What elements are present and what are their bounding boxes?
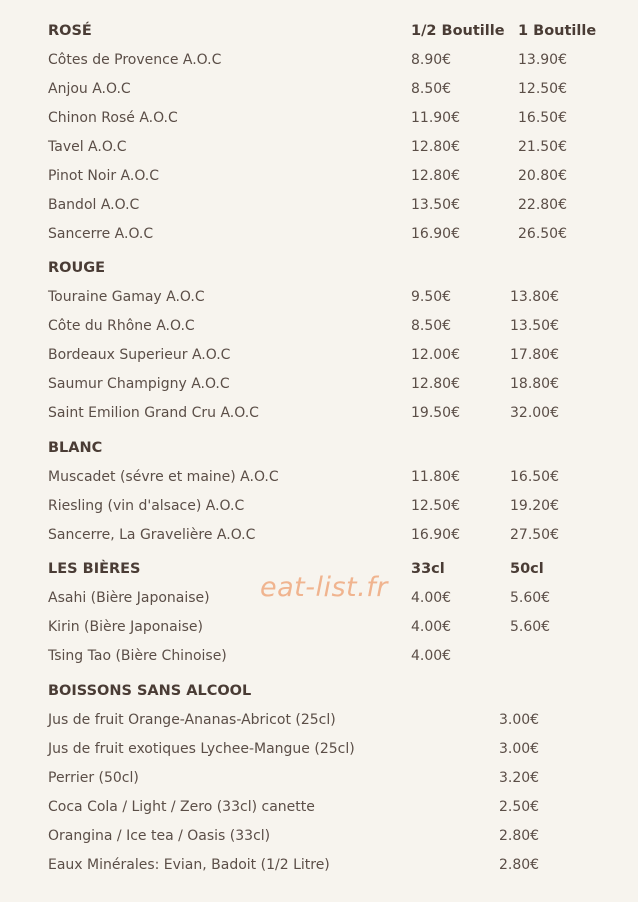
section-heading-sans-alcool [0,677,638,706]
item-price-half: 12.50€ [411,498,460,514]
menu-item [0,521,638,550]
item-price: 3.00€ [499,741,540,757]
item-price-half: 12.80€ [411,168,460,184]
watermark: eat-list.fr [260,572,388,603]
section-title: BLANC [48,440,103,456]
section-title: ROSÉ [48,23,92,39]
section-heading-blanc [0,434,638,463]
item-price-full: 27.50€ [510,527,559,543]
item-price-half: 8.50€ [411,81,452,97]
item-price-full: 16.50€ [518,110,567,126]
menu-item [0,492,638,521]
item-name: Touraine Gamay A.O.C [48,289,205,305]
menu-item [0,851,638,880]
item-price-half: 16.90€ [411,527,460,543]
section-heading-rouge [0,254,638,283]
column-header-bottle: 1 Boutille [518,23,597,39]
item-name: Riesling (vin d'alsace) A.O.C [48,498,245,514]
item-price-half: 9.50€ [411,289,452,305]
section-title: ROUGE [48,260,106,276]
item-price-33cl: 4.00€ [411,619,452,635]
menu-item [0,104,638,133]
item-price-33cl: 4.00€ [411,590,452,606]
item-price: 3.20€ [499,770,540,786]
item-price-half: 11.90€ [411,110,460,126]
item-price: 2.80€ [499,857,540,873]
menu-item [0,75,638,104]
section-title: BOISSONS SANS ALCOOL [48,683,252,699]
item-name: Côte du Rhône A.O.C [48,318,195,334]
item-name: Eaux Minérales: Evian, Badoit (1/2 Litre) [48,857,330,873]
item-name: Jus de fruit exotiques Lychee-Mangue (25cl) [48,741,355,757]
item-price-full: 32.00€ [510,405,559,421]
item-price-50cl: 5.60€ [510,619,551,635]
item-price-full: 19.20€ [510,498,559,514]
item-name: Tsing Tao (Bière Chinoise) [48,648,227,664]
item-price-full: 13.50€ [510,318,559,334]
section-heading-rose [0,17,638,46]
item-price: 3.00€ [499,712,540,728]
item-name: Côtes de Provence A.O.C [48,52,222,68]
menu-item [0,463,638,492]
item-price-half: 11.80€ [411,469,460,485]
menu-item [0,764,638,793]
menu-item [0,793,638,822]
item-price-full: 17.80€ [510,347,559,363]
item-price-full: 13.80€ [510,289,559,305]
item-name: Pinot Noir A.O.C [48,168,159,184]
item-name: Sancerre A.O.C [48,226,154,242]
item-price-half: 8.90€ [411,52,452,68]
menu-item [0,133,638,162]
menu-item [0,613,638,642]
item-price-full: 21.50€ [518,139,567,155]
item-name: Coca Cola / Light / Zero (33cl) canette [48,799,315,815]
item-price-half: 16.90€ [411,226,460,242]
item-name: Sancerre, La Gravelière A.O.C [48,527,256,543]
item-price-full: 18.80€ [510,376,559,392]
item-name: Asahi (Bière Japonaise) [48,590,210,606]
item-price-full: 13.90€ [518,52,567,68]
item-price-half: 12.80€ [411,376,460,392]
menu-item [0,283,638,312]
column-header-50cl: 50cl [510,561,544,577]
item-name: Orangina / Ice tea / Oasis (33cl) [48,828,271,844]
item-name: Bordeaux Superieur A.O.C [48,347,231,363]
item-price-50cl: 5.60€ [510,590,551,606]
menu-item [0,822,638,851]
item-price-half: 13.50€ [411,197,460,213]
item-price-half: 12.80€ [411,139,460,155]
item-price-full: 16.50€ [510,469,559,485]
item-price-full: 26.50€ [518,226,567,242]
item-name: Anjou A.O.C [48,81,131,97]
menu-item [0,162,638,191]
item-name: Chinon Rosé A.O.C [48,110,178,126]
item-price-half: 19.50€ [411,405,460,421]
item-price-full: 12.50€ [518,81,567,97]
item-name: Saumur Champigny A.O.C [48,376,230,392]
menu-item [0,191,638,220]
item-name: Saint Emilion Grand Cru A.O.C [48,405,259,421]
item-name: Perrier (50cl) [48,770,139,786]
item-name: Tavel A.O.C [48,139,127,155]
column-header-half-bottle: 1/2 Boutille [411,23,505,39]
menu-item [0,312,638,341]
menu-item [0,341,638,370]
item-price-full: 22.80€ [518,197,567,213]
item-name: Kirin (Bière Japonaise) [48,619,203,635]
item-price-half: 8.50€ [411,318,452,334]
menu-item [0,642,638,671]
item-price-33cl: 4.00€ [411,648,452,664]
item-price: 2.50€ [499,799,540,815]
menu-item [0,220,638,249]
item-price: 2.80€ [499,828,540,844]
section-title: LES BIÈRES [48,561,141,577]
item-name: Bandol A.O.C [48,197,140,213]
column-header-33cl: 33cl [411,561,445,577]
menu-item [0,706,638,735]
menu-item [0,370,638,399]
item-price-full: 20.80€ [518,168,567,184]
menu-item [0,46,638,75]
menu-item [0,735,638,764]
menu-item [0,399,638,428]
item-name: Muscadet (sévre et maine) A.O.C [48,469,279,485]
item-name: Jus de fruit Orange-Ananas-Abricot (25cl) [48,712,336,728]
item-price-half: 12.00€ [411,347,460,363]
